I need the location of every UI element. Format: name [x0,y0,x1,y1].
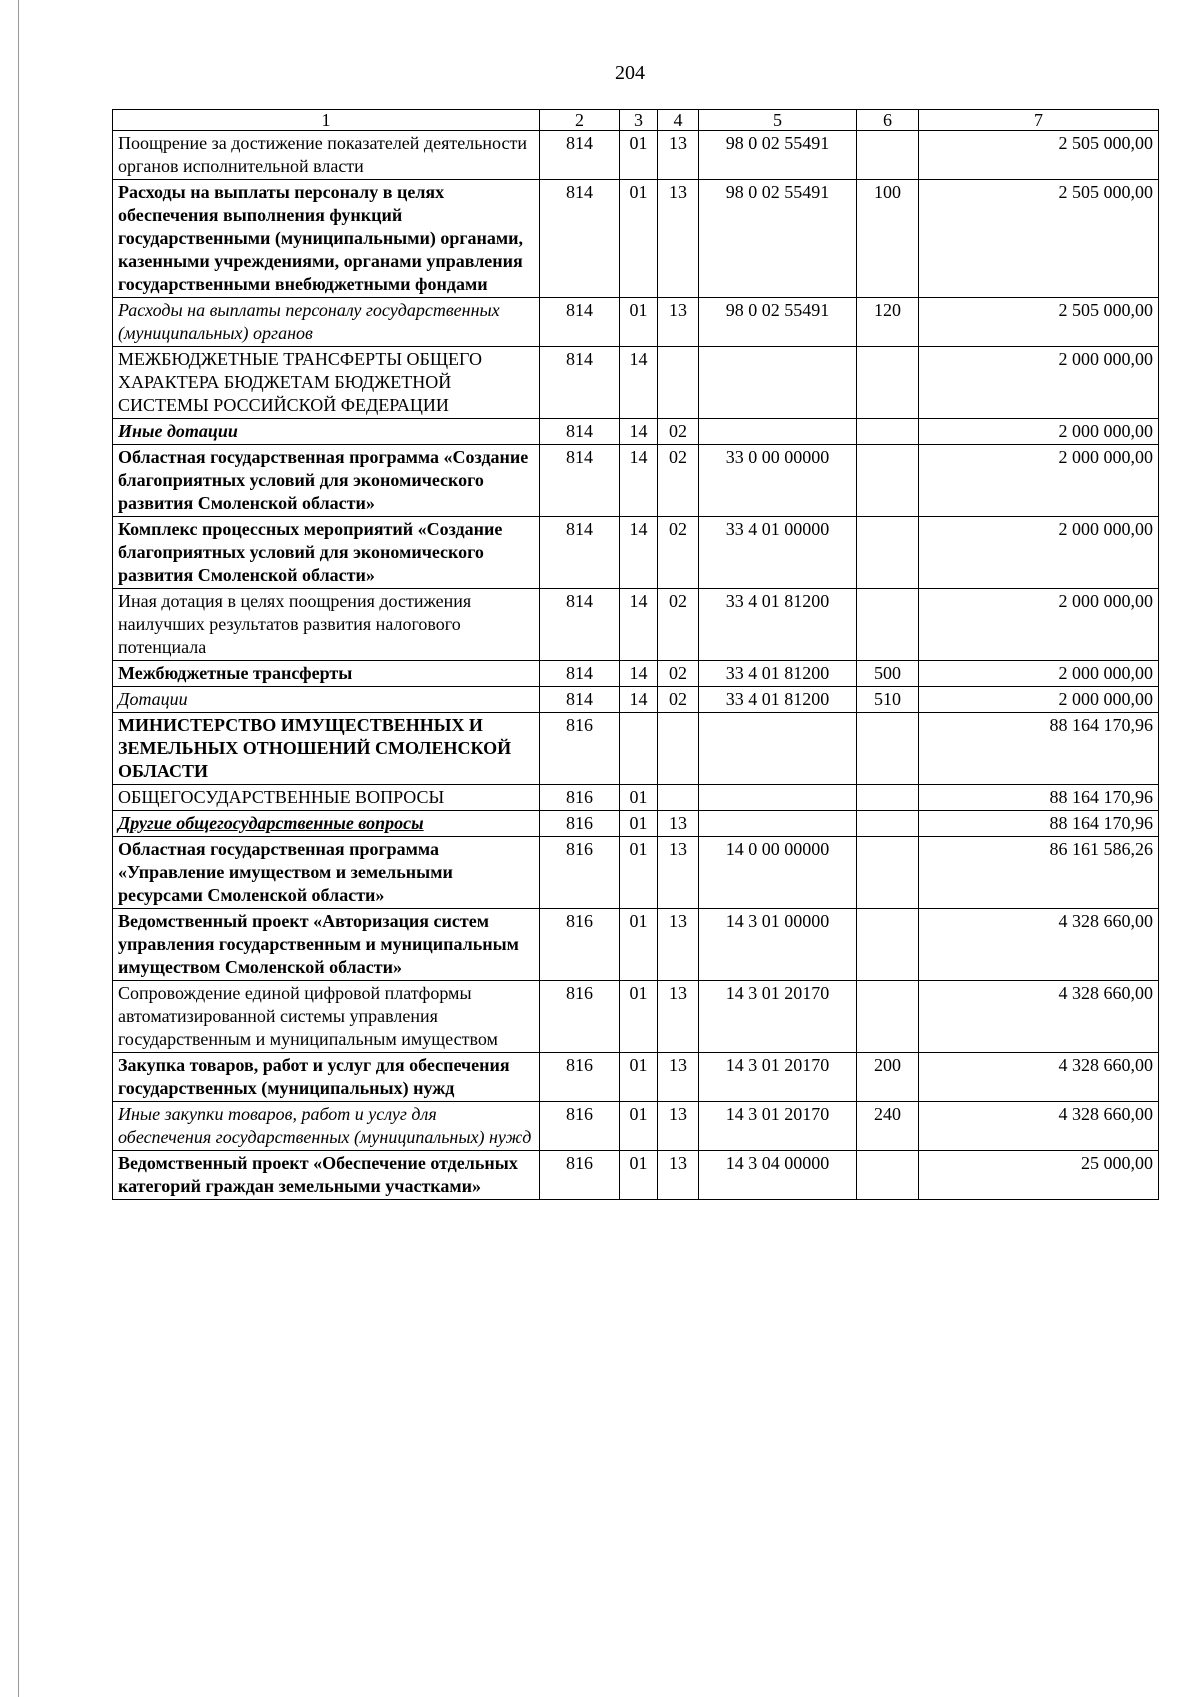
row-subsection-cell: 13 [658,811,699,837]
row-target-article-cell: 14 0 00 00000 [699,837,857,909]
row-section-cell: 01 [620,131,658,180]
row-expense-type-cell [857,981,919,1053]
row-subsection-cell: 13 [658,1053,699,1102]
row-subsection-cell: 02 [658,589,699,661]
row-expense-type-cell: 510 [857,687,919,713]
row-amount-cell: 2 000 000,00 [919,517,1159,589]
row-expense-type-cell [857,445,919,517]
row-subsection-cell: 02 [658,687,699,713]
row-code-admin-cell: 814 [540,298,620,347]
row-target-article-cell [699,419,857,445]
row-section-cell: 01 [620,1151,658,1200]
table-row [113,419,1159,445]
table-body [113,110,1159,1200]
row-name-cell: ОБЩЕГОСУДАРСТВЕННЫЕ ВОПРОСЫ [113,785,540,811]
row-section-cell: 01 [620,1053,658,1102]
row-code-admin-cell: 816 [540,1053,620,1102]
row-code-admin-cell: 814 [540,180,620,298]
row-expense-type-cell [857,713,919,785]
row-name-cell: МЕЖБЮДЖЕТНЫЕ ТРАНСФЕРТЫ ОБЩЕГО ХАРАКТЕРА БЮДЖЕТАМ БЮДЖЕТНОЙ СИСТЕМЫ РОССИЙСКОЙ ФЕДЕРАЦИИ [113,347,540,419]
header-cell-3: 3 [620,110,658,131]
row-section-cell: 14 [620,419,658,445]
row-expense-type-cell [857,837,919,909]
row-name-cell: Областная государственная программа «Создание благоприятных условий для экономического развития Смоленской области» [113,445,540,517]
row-target-article-cell: 98 0 02 55491 [699,298,857,347]
row-name-cell: Дотации [113,687,540,713]
header-cell-7: 7 [919,110,1159,131]
row-code-admin-cell: 814 [540,661,620,687]
row-code-admin-cell: 816 [540,1151,620,1200]
row-subsection-cell: 13 [658,1102,699,1151]
table-row [113,1102,1159,1151]
row-section-cell: 01 [620,837,658,909]
row-subsection-cell: 02 [658,517,699,589]
row-amount-cell: 2 505 000,00 [919,131,1159,180]
scan-edge-line [18,0,19,1697]
row-amount-cell: 4 328 660,00 [919,1053,1159,1102]
row-subsection-cell: 13 [658,1151,699,1200]
row-target-article-cell: 14 3 01 00000 [699,909,857,981]
row-name-cell: Расходы на выплаты персоналу государственных (муниципальных) органов [113,298,540,347]
row-expense-type-cell [857,909,919,981]
row-subsection-cell: 13 [658,837,699,909]
row-code-admin-cell: 816 [540,1102,620,1151]
row-section-cell: 14 [620,687,658,713]
row-name-cell: Закупка товаров, работ и услуг для обеспечения государственных (муниципальных) нужд [113,1053,540,1102]
row-expense-type-cell: 120 [857,298,919,347]
row-code-admin-cell: 814 [540,687,620,713]
row-code-admin-cell: 816 [540,811,620,837]
row-target-article-cell: 14 3 01 20170 [699,1053,857,1102]
row-target-article-cell: 98 0 02 55491 [699,180,857,298]
row-target-article-cell: 14 3 04 00000 [699,1151,857,1200]
row-subsection-cell [658,713,699,785]
table-row [113,445,1159,517]
row-amount-cell: 4 328 660,00 [919,909,1159,981]
row-code-admin-cell: 816 [540,837,620,909]
row-target-article-cell: 33 4 01 81200 [699,589,857,661]
table-row [113,981,1159,1053]
row-amount-cell: 2 000 000,00 [919,661,1159,687]
row-amount-cell: 2 000 000,00 [919,347,1159,419]
table-row [113,298,1159,347]
table-row [113,785,1159,811]
header-cell-4: 4 [658,110,699,131]
row-expense-type-cell: 500 [857,661,919,687]
row-code-admin-cell: 814 [540,419,620,445]
table-row [113,517,1159,589]
row-target-article-cell: 33 4 01 81200 [699,661,857,687]
table-row [113,811,1159,837]
budget-table [112,109,1159,1200]
row-section-cell: 14 [620,517,658,589]
row-name-cell: Иные дотации [113,419,540,445]
row-amount-cell: 86 161 586,26 [919,837,1159,909]
table-row [113,180,1159,298]
row-amount-cell: 2 000 000,00 [919,687,1159,713]
row-expense-type-cell: 100 [857,180,919,298]
table-row [113,661,1159,687]
page-number: 204 [615,62,645,84]
table-row [113,713,1159,785]
row-amount-cell: 4 328 660,00 [919,981,1159,1053]
row-target-article-cell: 14 3 01 20170 [699,981,857,1053]
table-row [113,687,1159,713]
row-expense-type-cell: 200 [857,1053,919,1102]
row-amount-cell: 88 164 170,96 [919,713,1159,785]
row-target-article-cell: 14 3 01 20170 [699,1102,857,1151]
row-target-article-cell: 98 0 02 55491 [699,131,857,180]
row-amount-cell: 88 164 170,96 [919,785,1159,811]
row-subsection-cell: 13 [658,981,699,1053]
row-name-cell: Другие общегосударственные вопросы [113,811,540,837]
row-code-admin-cell: 814 [540,589,620,661]
row-section-cell: 01 [620,180,658,298]
row-amount-cell: 2 505 000,00 [919,180,1159,298]
row-section-cell [620,713,658,785]
row-section-cell: 01 [620,981,658,1053]
row-subsection-cell: 02 [658,661,699,687]
row-expense-type-cell [857,419,919,445]
row-expense-type-cell [857,131,919,180]
row-section-cell: 01 [620,298,658,347]
row-name-cell: Расходы на выплаты персоналу в целях обеспечения выполнения функций государственными (муниципальными) органами, казенными учреждениями, органами управления государственными внебюджетными фондами [113,180,540,298]
row-target-article-cell [699,785,857,811]
row-subsection-cell: 02 [658,445,699,517]
row-code-admin-cell: 816 [540,713,620,785]
row-section-cell: 01 [620,1102,658,1151]
table-row [113,589,1159,661]
row-subsection-cell: 13 [658,909,699,981]
row-target-article-cell: 33 0 00 00000 [699,445,857,517]
row-amount-cell: 4 328 660,00 [919,1102,1159,1151]
row-code-admin-cell: 816 [540,785,620,811]
row-target-article-cell: 33 4 01 00000 [699,517,857,589]
row-section-cell: 14 [620,445,658,517]
table-row [113,131,1159,180]
row-section-cell: 14 [620,589,658,661]
row-name-cell: МИНИСТЕРСТВО ИМУЩЕСТВЕННЫХ И ЗЕМЕЛЬНЫХ ОТНОШЕНИЙ СМОЛЕНСКОЙ ОБЛАСТИ [113,713,540,785]
row-name-cell: Ведомственный проект «Обеспечение отдельных категорий граждан земельными участками» [113,1151,540,1200]
row-section-cell: 01 [620,909,658,981]
row-amount-cell: 2 000 000,00 [919,445,1159,517]
row-code-admin-cell: 814 [540,445,620,517]
row-code-admin-cell: 814 [540,347,620,419]
row-expense-type-cell [857,1151,919,1200]
row-name-cell: Иная дотация в целях поощрения достижения наилучших результатов развития налогового потенциала [113,589,540,661]
row-subsection-cell: 13 [658,298,699,347]
header-cell-6: 6 [857,110,919,131]
row-section-cell: 14 [620,661,658,687]
row-subsection-cell: 02 [658,419,699,445]
header-cell-5: 5 [699,110,857,131]
row-name-cell: Ведомственный проект «Авторизация систем управления государственным и муниципальным имуществом Смоленской области» [113,909,540,981]
row-section-cell: 01 [620,785,658,811]
row-target-article-cell [699,811,857,837]
table-row [113,347,1159,419]
row-amount-cell: 2 000 000,00 [919,419,1159,445]
row-amount-cell: 2 000 000,00 [919,589,1159,661]
row-section-cell: 14 [620,347,658,419]
row-expense-type-cell [857,347,919,419]
row-subsection-cell: 13 [658,180,699,298]
row-name-cell: Комплекс процессных мероприятий «Создание благоприятных условий для экономического развития Смоленской области» [113,517,540,589]
header-cell-1: 1 [113,110,540,131]
row-code-admin-cell: 816 [540,909,620,981]
row-code-admin-cell: 814 [540,517,620,589]
header-cell-2: 2 [540,110,620,131]
table-row [113,837,1159,909]
row-expense-type-cell [857,785,919,811]
row-expense-type-cell [857,517,919,589]
row-code-admin-cell: 816 [540,981,620,1053]
row-code-admin-cell: 814 [540,131,620,180]
table-row [113,1053,1159,1102]
row-target-article-cell [699,713,857,785]
row-expense-type-cell [857,811,919,837]
row-subsection-cell: 13 [658,131,699,180]
table-row [113,1151,1159,1200]
row-name-cell: Межбюджетные трансферты [113,661,540,687]
row-amount-cell: 2 505 000,00 [919,298,1159,347]
table-header-row [113,110,1159,131]
row-subsection-cell [658,785,699,811]
row-name-cell: Поощрение за достижение показателей деятельности органов исполнительной власти [113,131,540,180]
row-name-cell: Сопровождение единой цифровой платформы автоматизированной системы управления государственным и муниципальным имуществом [113,981,540,1053]
row-amount-cell: 88 164 170,96 [919,811,1159,837]
row-target-article-cell: 33 4 01 81200 [699,687,857,713]
row-name-cell: Иные закупки товаров, работ и услуг для обеспечения государственных (муниципальных) нужд [113,1102,540,1151]
row-amount-cell: 25 000,00 [919,1151,1159,1200]
row-expense-type-cell: 240 [857,1102,919,1151]
row-expense-type-cell [857,589,919,661]
row-section-cell: 01 [620,811,658,837]
row-subsection-cell [658,347,699,419]
table-row [113,909,1159,981]
row-name-cell: Областная государственная программа «Управление имуществом и земельными ресурсами Смоленской области» [113,837,540,909]
row-target-article-cell [699,347,857,419]
